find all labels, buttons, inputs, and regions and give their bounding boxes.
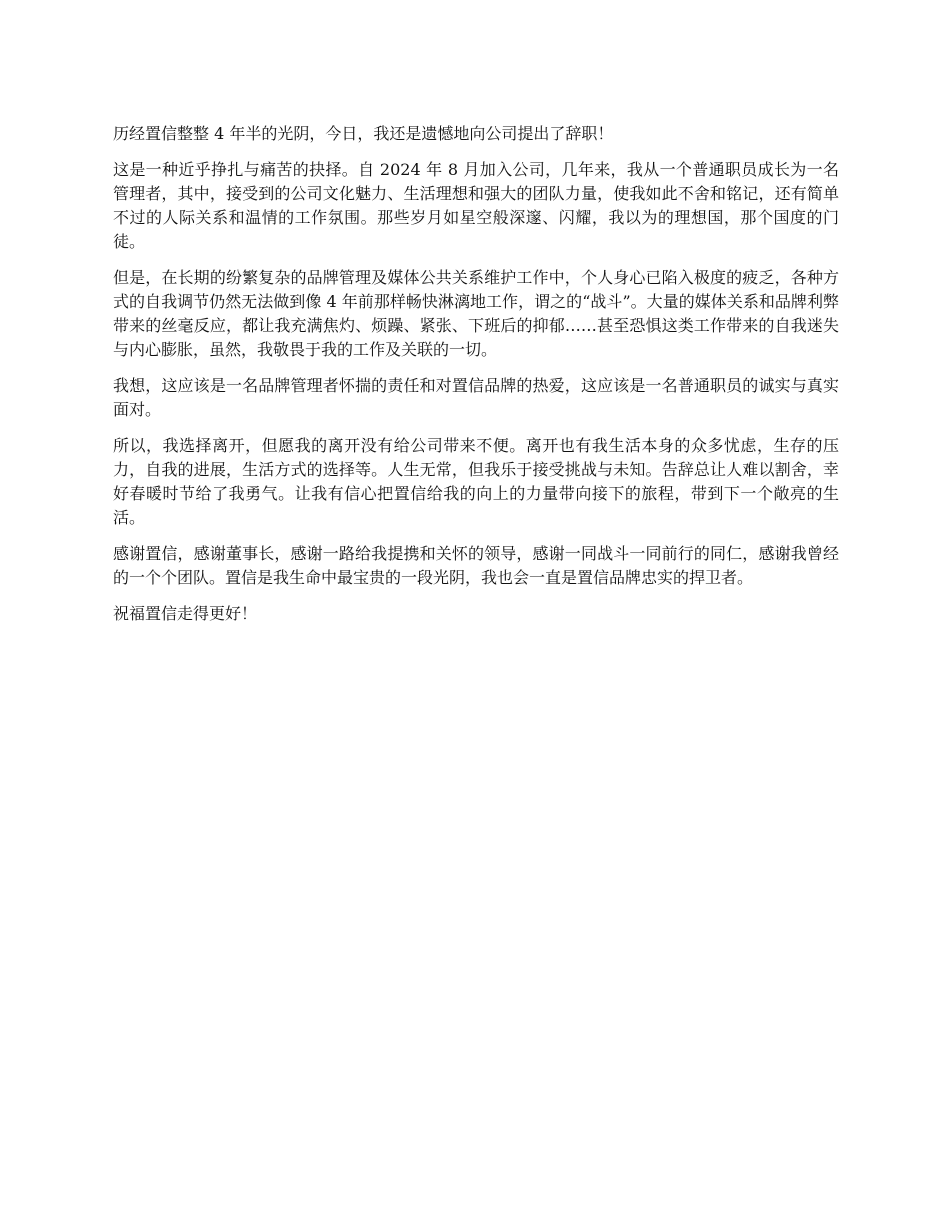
resignation-letter: [113, 122, 839, 638]
decision-paragraph: 这是一种近乎挣扎与痛苦的抉择。自 2024 年 8 月加入公司，几年来，我从一个普通职员成长为一名管理者，其中，接受到的公司文化魅力、生活理想和强大的团队力量，使我如此不舍和铭记，还有简单不过的人际关系和温情的工作氛围。那些岁月如星空般深邃、闪耀，我以为的理想国，那个国度的门徒。: [113, 160, 839, 251]
fatigue-paragraph: 但是，在长期的纷繁复杂的品牌管理及媒体公共关系维护工作中，个人身心已陷入极度的疲乏，各种方式的自我调节仍然无法做到像 4 年前那样畅快淋漓地工作，谓之的“战斗”。大量的媒体关系和品牌利弊带来的丝毫反应，都让我充满焦灼、烦躁、紧张、下班后的抑郁……甚至恐惧这类工作带来的自我迷失与内心膨胀，虽然，我敬畏于我的工作及关联的一切。: [113, 268, 839, 359]
closing-wish: 祝福置信走得更好！: [113, 604, 258, 623]
opening-paragraph: 历经置信整整 4 年半的光阴，今日，我还是遗憾地向公司提出了辞职！: [113, 124, 614, 143]
leaving-paragraph: 所以，我选择离开，但愿我的离开没有给公司带来不便。离开也有我生活本身的众多忧虑，生存的压力，自我的进展，生活方式的选择等。人生无常，但我乐于接受挑战与未知。告辞总让人难以割舍，幸好春暖时节给了我勇气。让我有信心把置信给我的向上的力量带向接下的旅程，带到下一个敞亮的生活。: [113, 436, 839, 527]
responsibility-paragraph: 我想，这应该是一名品牌管理者怀揣的责任和对置信品牌的热爱，这应该是一名普通职员的诚实与真实面对。: [113, 376, 839, 419]
thanks-paragraph: 感谢置信，感谢董事长，感谢一路给我提携和关怀的领导，感谢一同战斗一同前行的同仁，感谢我曾经的一个个团队。置信是我生命中最宝贵的一段光阴，我也会一直是置信品牌忠实的捍卫者。: [113, 544, 839, 587]
